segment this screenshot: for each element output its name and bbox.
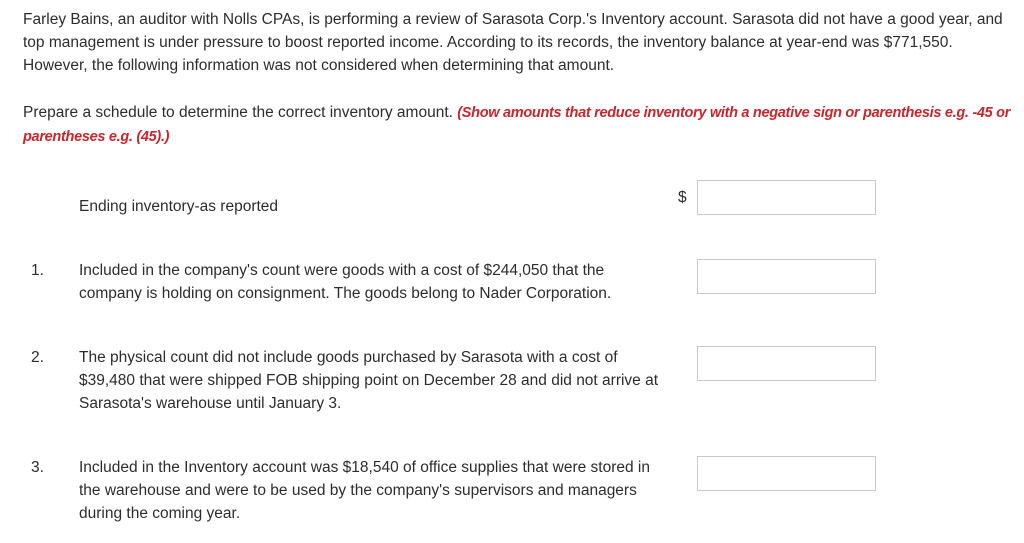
- item-number: 3.: [31, 459, 44, 476]
- item-description: Included in the company's count were goods with a cost of $244,050 that the company is holding on consignment. The goods belong to Nader Corporation.: [79, 262, 612, 302]
- reported-amount-input[interactable]: [697, 180, 876, 215]
- instructions-hint: (Show amounts that reduce inventory with a negative sign or parenthesis e.g. -45 or parentheses e.g. (45).): [23, 105, 1011, 145]
- item-3-amount-input[interactable]: [697, 456, 876, 491]
- problem-intro: Farley Bains, an auditor with Nolls CPAs, is performing a review of Sarasota Corp.'s Inventory account. Sarasota did not have a good year, and top management is under pressure to boost reported income. According to its records, the inventory balance at year-end was $771,550. However, the following information was not considered when determining that amount.: [23, 11, 1003, 74]
- reported-label: Ending inventory-as reported: [79, 198, 279, 215]
- item-description: Included in the Inventory account was $18,540 of office supplies that were stored in the warehouse and were to be used by the company's supervisors and managers during the coming year.: [79, 459, 650, 522]
- instructions: [23, 101, 1013, 149]
- item-number: 2.: [31, 349, 44, 366]
- item-number: 1.: [31, 262, 44, 279]
- item-2-amount-input[interactable]: [697, 346, 876, 381]
- currency-symbol: $: [678, 189, 687, 206]
- item-1-amount-input[interactable]: [697, 259, 876, 294]
- item-description: The physical count did not include goods purchased by Sarasota with a cost of $39,480 that were shipped FOB shipping point on December 28 and did not arrive at Sarasota's warehouse until January 3.: [79, 349, 659, 412]
- instructions-text: Prepare a schedule to determine the correct inventory amount.: [23, 104, 453, 121]
